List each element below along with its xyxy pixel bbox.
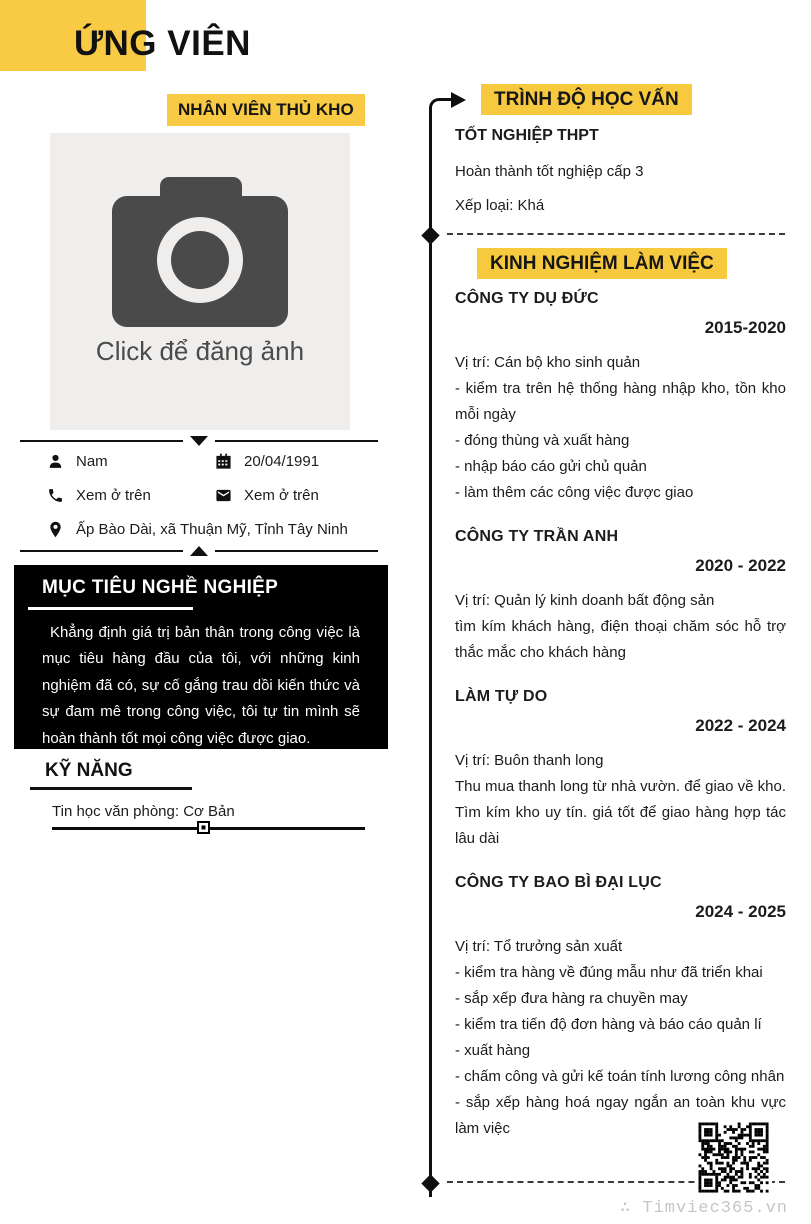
address-value: Ấp Bào Dài, xã Thuận Mỹ, Tỉnh Tây Ninh xyxy=(76,521,348,538)
divider-top xyxy=(20,436,378,446)
company-name: LÀM TỰ DO xyxy=(455,688,548,705)
job-detail: Vị trí: Cán bộ kho sinh quản xyxy=(455,354,641,371)
company-name: CÔNG TY TRẦN ANH xyxy=(455,528,619,545)
skill-level-slider xyxy=(52,820,365,836)
job-period: 2024 - 2025 xyxy=(695,902,786,921)
job-detail: Thu mua thanh long từ nhà vườn. để giao về kho. Tìm kím kho uy tín. giá tốt để giao hàng hợp tác lâu dài xyxy=(455,778,786,847)
objective-section xyxy=(14,565,388,749)
triangle-up-icon xyxy=(190,546,208,556)
job-detail: Vị trí: Buôn thanh long xyxy=(455,752,604,769)
timeline-diamond-icon xyxy=(421,1174,439,1192)
skills-underline xyxy=(30,787,192,790)
education-section xyxy=(455,84,786,218)
person-icon xyxy=(47,453,64,470)
job-entry xyxy=(455,528,786,666)
job-period: 2020 - 2022 xyxy=(695,556,786,575)
objective-heading: MỤC TIÊU NGHỀ NGHIỆP xyxy=(42,577,279,598)
dob-row xyxy=(215,453,319,470)
company-name: CÔNG TY DỤ ĐỨC xyxy=(455,290,599,307)
job-detail: - sắp xếp hàng hoá ngay ngắn an toàn khu vực làm việc xyxy=(455,1094,786,1137)
job-period: 2022 - 2024 xyxy=(695,716,786,735)
job-detail: - kiểm tra trên hệ thống hàng nhập kho, tồn kho mỗi ngày xyxy=(455,380,786,423)
gender-row xyxy=(47,453,108,470)
job-period: 2015-2020 xyxy=(704,318,786,337)
education-line: Hoàn thành tốt nghiệp cấp 3 xyxy=(455,163,644,180)
page-title: ỨNG VIÊN xyxy=(74,24,251,63)
timeline-diamond-icon xyxy=(421,226,439,244)
job-detail: - làm thêm các công việc được giao xyxy=(455,484,694,501)
timeline-line xyxy=(429,108,432,1197)
skills-heading: KỸ NĂNG xyxy=(45,760,133,781)
job-detail: - nhập báo cáo gửi chủ quản xyxy=(455,458,647,475)
job-detail: - kiểm tra tiến độ đơn hàng và báo cáo quản lí xyxy=(455,1016,762,1033)
job-entry xyxy=(455,290,786,506)
job-detail: Vị trí: Tổ trưởng sản xuất xyxy=(455,938,623,955)
education-line: Xếp loại: Khá xyxy=(455,197,545,214)
camera-icon xyxy=(112,177,288,327)
photo-upload-area[interactable] xyxy=(50,133,350,430)
dob-value: 20/04/1991 xyxy=(244,453,320,470)
phone-value: Xem ở trên xyxy=(76,487,151,504)
email-value: Xem ở trên xyxy=(244,487,319,504)
job-detail: - sắp xếp đưa hàng ra chuyền may xyxy=(455,990,688,1007)
objective-text: Khẳng định giá trị bản thân trong công việc là mục tiêu hàng đầu của tôi, với những kinh nghiệm đã có, sự cố gắng trau dồi kiến thức và sự đam mê trong công việc, tôi tự tin mình sẽ hoàn thành tốt mọi công việc được giao. xyxy=(42,624,360,747)
job-detail: - chấm công và gửi kế toán tính lương công nhân xyxy=(455,1068,785,1085)
skill-label: Tin học văn phòng: Cơ Bản xyxy=(52,803,235,820)
gender-value: Nam xyxy=(76,453,108,470)
job-entry xyxy=(455,874,786,1142)
job-detail: - xuất hàng xyxy=(455,1042,531,1059)
divider-bottom xyxy=(20,546,378,556)
skill-slider-handle[interactable] xyxy=(197,821,210,834)
job-detail: - kiểm tra hàng về đúng mẫu như đã triển khai xyxy=(455,964,763,981)
watermark-brand: ∴ Timviec365.vn xyxy=(619,1199,788,1218)
company-name: CÔNG TY BAO BÌ ĐẠI LỤC xyxy=(455,874,662,891)
job-detail: Vị trí: Quản lý kinh doanh bất động sản xyxy=(455,592,715,609)
objective-underline xyxy=(28,607,193,610)
email-row xyxy=(215,487,319,504)
calendar-icon xyxy=(215,453,232,470)
dashed-divider-top xyxy=(447,233,785,235)
phone-row xyxy=(47,487,151,504)
experience-heading: KINH NGHIỆM LÀM VIỆC xyxy=(477,248,727,279)
photo-upload-label[interactable]: Click để đăng ảnh xyxy=(95,336,305,366)
job-title-badge: NHÂN VIÊN THỦ KHO xyxy=(167,94,365,126)
qr-code xyxy=(695,1119,772,1196)
location-pin-icon xyxy=(47,521,64,538)
phone-icon xyxy=(47,487,64,504)
address-row xyxy=(47,521,348,538)
triangle-down-icon xyxy=(190,436,208,446)
job-entry xyxy=(455,688,786,852)
education-degree: TỐT NGHIỆP THPT xyxy=(455,127,599,144)
job-detail: tìm kím khách hàng, điện thoại chăm sóc hỗ trợ thắc mắc cho khách hàng xyxy=(455,618,786,661)
email-icon xyxy=(215,487,232,504)
job-detail: - đóng thùng và xuất hàng xyxy=(455,432,630,449)
education-heading: TRÌNH ĐỘ HỌC VẤN xyxy=(481,84,692,115)
experience-section xyxy=(455,248,786,1142)
